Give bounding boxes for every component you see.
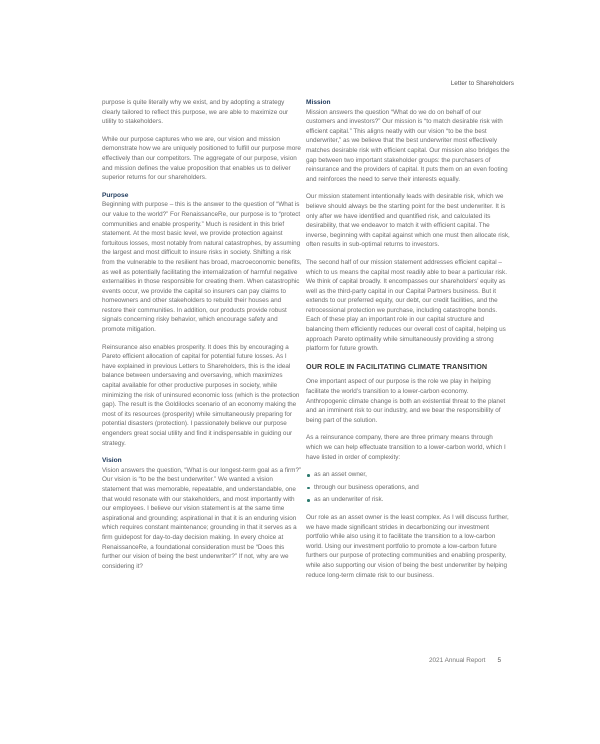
paragraph: Our mission statement intentionally leads with desirable risk, which we believe should always be the starting point for the best underwriter. It is only after we have identified and quantified risk, and calculated its desirability, that we endeavor to match it with efficient capital. The inverse, beginning with capital against which one must then allocate risk, often results in sub-optimal returns to investors. bbox=[306, 193, 510, 249]
paragraph: purpose is quite literally why we exist, and by adopting a strategy clearly tailored to reflect this purpose, we are able to maximize our utility to stakeholders. bbox=[102, 99, 289, 126]
page-footer bbox=[429, 657, 501, 664]
list-item: as an underwriter of risk. bbox=[306, 495, 510, 505]
right-column bbox=[306, 98, 510, 588]
mission-heading: Mission bbox=[306, 99, 331, 106]
list-item: through our business operations, and bbox=[306, 483, 510, 493]
means-list bbox=[306, 470, 510, 505]
paragraph: One important aspect of our purpose is the role we play in helping facilitate the world’s transition to a lower-carbon economy. Anthropogenic climate change is both an existential threat to the planet and an imminent risk to our industry, and we bear the responsibility of being part of the solution. bbox=[306, 378, 506, 424]
paragraph: Vision answers the question, “What is our longest-term goal as a firm?” Our vision is “to be the best underwriter.” We wanted a vision statement that was memorable, repeatable, and understandable, one that would resonate with our stakeholders, and most importantly with our employees. I believe our vision statement is at the same time aspirational and grounding; aspirational in that it is an enduring vision which requires constant maintenance; grounding in that it serves as a firm guidepost for day-to-day decision making. In every choice at RenaissanceRe, a foundational consideration must be “Does this further our vision of being the best underwriter?” If not, why are we considering it? bbox=[102, 466, 302, 570]
left-column bbox=[102, 98, 302, 579]
report-title: 2021 Annual Report bbox=[428, 657, 486, 664]
purpose-heading: Purpose bbox=[102, 191, 129, 199]
paragraph: The second half of our mission statement addresses efficient capital – which to us means the capital most readily able to bear a particular risk. We think of capital broadly. It encompasses our shareholders’ equity as well as the third-party capital in our Capital Partners business. But it extends to our preferred equity, our debt, our credit facilities, and the retrocessional protection we purchase, including catastrophe bonds. Each of these play an important role in our capital structure and balancing them efficiently reduces our overall cost of capital, helping us approach Pareto optimality while simultaneously providing a strong platform for future growth. bbox=[306, 258, 507, 353]
paragraph: Mission answers the question “What do we do on behalf of our customers and investors?” Our mission is “to match desirable risk with efficient capital.” This aligns neatly with our vision “to be the best underwriter,” as we believe that the best underwriter most effectively matches desirable risk with efficient capital. Our mission also bridges the gap between two important stakeholder groups: the purchasers of reinsurance and the providers of capital. It puts them on an even footing and reinforces the need to serve their interests equally. bbox=[306, 108, 510, 183]
page-number: 5 bbox=[497, 657, 501, 664]
running-header: Letter to Shareholders bbox=[450, 80, 514, 87]
paragraph: As a reinsurance company, there are three primary means through which we can help effectuate transition to a lower-carbon world, which I have listed in order of complexity: bbox=[306, 434, 506, 461]
paragraph: Our role as an asset owner is the least complex. As I will discuss further, we have made significant strides in decarbonizing our investment portfolio while also using it to facilitate the transition to a low-carbon world. Using our investment portfolio to promote a low-carbon future furthers our purpose of protecting communities and enabling prosperity, while also supporting our vision of being the best underwriter by helping reduce long-term climate risk to our business. bbox=[306, 513, 509, 579]
list-item: as an asset owner, bbox=[306, 470, 510, 480]
paragraph: Beginning with purpose – this is the answer to the question of “What is our value to the world?” For RenaissanceRe, our purpose is to “protect communities and enable prosperity.” Much is resident in this brief statement. At the most basic level, we provide protection against fortuitous losses, most notably from natural catastrophes, by assuming the largest and most difficult to insure risks in society. Shifting a risk from the vulnerable to the resilient has broad, macroeconomic benefits, as well as potentially facilitating the internalization of harmful negative externalities in those responsible for creating them. When catastrophic events occur, we provide the capital so insurers can pay claims to homeowners and other stakeholders to rebuild their houses and restore their communities. In addition, our products provide robust signals concerning risky behavior, which encourage safety and promote mitigation. bbox=[102, 201, 302, 334]
vision-heading: Vision bbox=[102, 457, 122, 465]
paragraph: Reinsurance also enables prosperity. It does this by encouraging a Pareto efficient allocation of capital for potential future losses. As I have explained in previous Letters to Shareholders, this is the ideal balance between undersaving and oversaving, which maximizes capital available for other productive purposes in society, while minimizing the risk of uninsured economic loss (which is the protection gap). The result is the Goldilocks scenario of an economy making the most of its resources (prosperity) while simultaneously preparing for potential disasters (protection). I passionately believe our purpose engenders great social utility and find it indispensable in guiding our strategy. bbox=[102, 343, 300, 447]
paragraph: While our purpose captures who we are, our vision and mission demonstrate how we are uniquely positioned to fulfill our purpose more effectively than our competitors. The aggregate of our purpose, vision and mission defines the value proposition that enables us to deliver superior returns for our shareholders. bbox=[102, 135, 301, 182]
climate-section-heading: OUR ROLE IN FACILITATING CLIMATE TRANSITION bbox=[306, 361, 488, 371]
